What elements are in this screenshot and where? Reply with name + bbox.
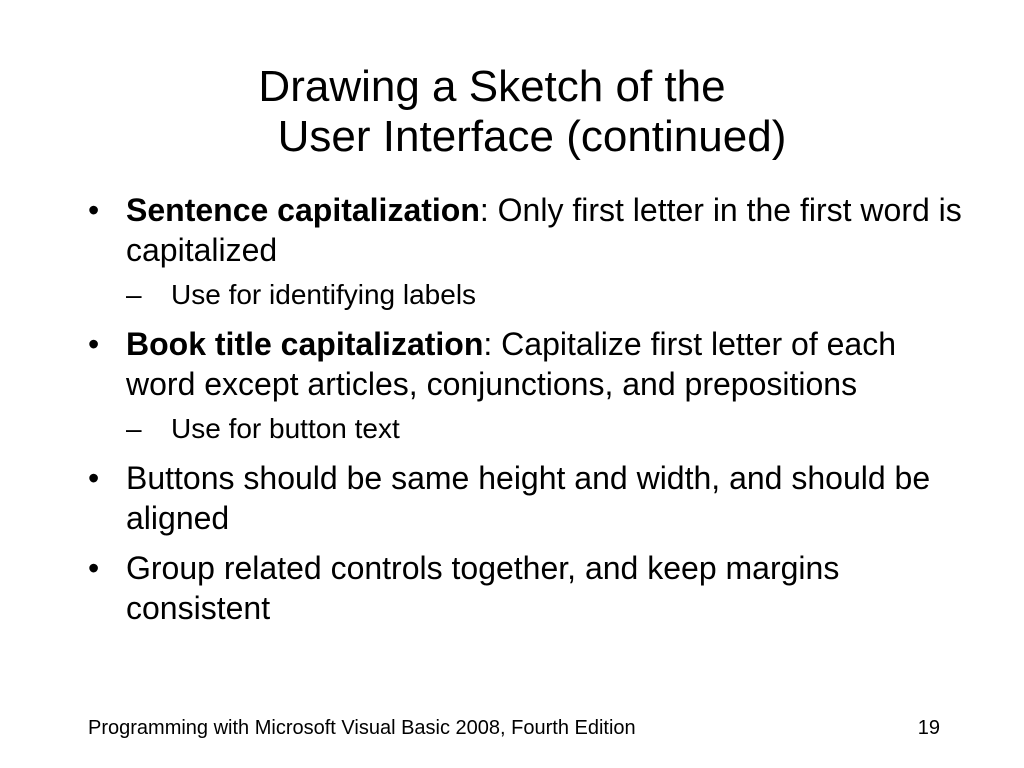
title-line-2: User Interface (continued) <box>277 112 787 161</box>
title-line-1: Drawing a Sketch of the <box>258 62 726 111</box>
bullet-marker: • <box>88 326 100 362</box>
bullet-text: Buttons should be same height and width, and should be aligned <box>126 460 931 536</box>
slide-content <box>88 190 968 638</box>
footer-page-number: 19 <box>917 717 940 739</box>
sub-bullet-text: Use for button text <box>171 413 400 444</box>
bullet-sentence-capitalization <box>88 190 968 270</box>
slide-title <box>0 62 1024 162</box>
bullet-term: Book title capitalization <box>126 326 484 362</box>
bullet-text: : Capitalize first letter of each word except articles, conjunctions, and prepositions <box>126 326 896 402</box>
bullet-text: Group related controls together, and keep margins consistent <box>126 550 840 626</box>
bullet-marker: • <box>88 192 100 228</box>
sub-bullet-text: Use for identifying labels <box>171 279 477 310</box>
footer-book-title: Programming with Microsoft Visual Basic 2008, Fourth Edition <box>88 717 636 739</box>
sub-bullet-marker: – <box>126 413 142 444</box>
sub-bullet-button-text <box>88 412 968 446</box>
bullet-text: : Only first letter in the first word is capitalized <box>126 192 962 268</box>
bullet-book-title-capitalization <box>88 324 968 404</box>
bullet-buttons <box>88 458 968 538</box>
sub-bullet-marker: – <box>126 279 142 310</box>
bullet-term: Sentence capitalization <box>126 192 480 228</box>
bullet-marker: • <box>88 460 100 496</box>
sub-bullet-identifying-labels <box>88 278 968 312</box>
bullet-group-controls <box>88 548 968 628</box>
bullet-marker: • <box>88 550 100 586</box>
